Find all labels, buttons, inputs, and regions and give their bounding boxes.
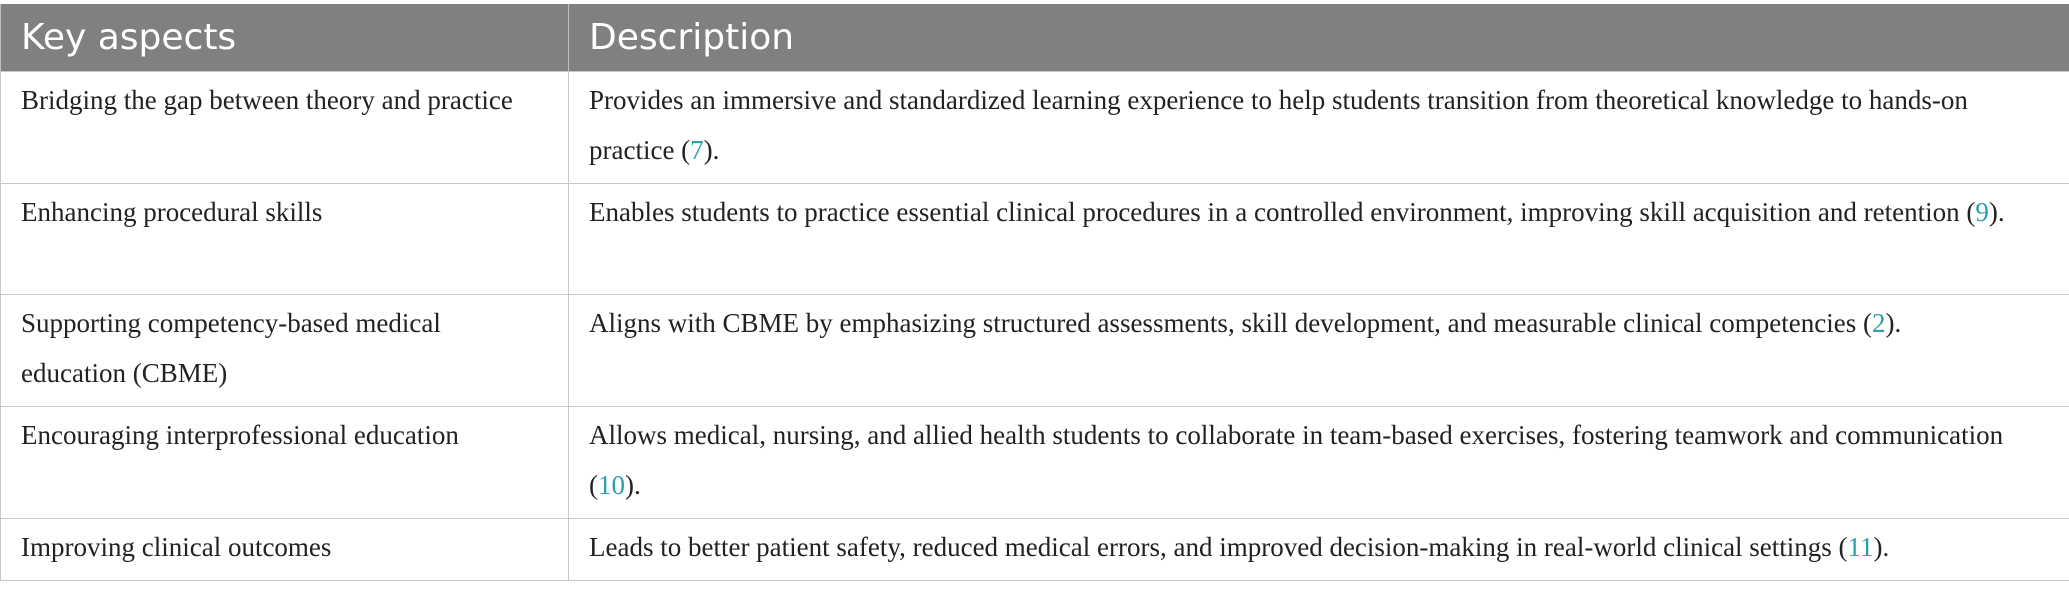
table-row — [1, 518, 2069, 580]
description-text: Leads to better patient safety, reduced medical errors, and improved decision-making in real-world clinical settings ( — [589, 531, 1848, 562]
key-aspects-table-container — [0, 4, 2069, 581]
description-cell — [569, 294, 2069, 406]
table-body — [1, 71, 2069, 580]
reference-link[interactable]: 7 — [690, 134, 704, 165]
description-suffix: ). — [1988, 196, 2005, 227]
aspect-cell: Improving clinical outcomes — [1, 518, 569, 580]
aspect-cell: Encouraging interprofessional education — [1, 406, 569, 518]
description-text: Provides an immersive and standardized learning experience to help students transition from theoretical knowledge to hands-on practice ( — [589, 84, 1968, 165]
reference-link[interactable]: 9 — [1975, 196, 1989, 227]
description-text: Aligns with CBME by emphasizing structured assessments, skill development, and measurable clinical competencies ( — [589, 307, 1872, 338]
reference-link[interactable]: 11 — [1847, 531, 1874, 562]
reference-link[interactable]: 10 — [598, 469, 625, 500]
table-row — [1, 183, 2069, 294]
aspect-cell: Bridging the gap between theory and practice — [1, 71, 569, 183]
table-row — [1, 71, 2069, 183]
description-text: Allows medical, nursing, and allied health students to collaborate in team-based exercises, fostering teamwork and communication ( — [589, 419, 2004, 500]
description-cell — [569, 71, 2069, 183]
reference-link[interactable]: 2 — [1871, 307, 1886, 338]
description-cell — [569, 406, 2069, 518]
description-cell — [569, 183, 2069, 294]
table-row — [1, 406, 2069, 518]
description-suffix: ). — [703, 134, 720, 165]
table-row — [1, 294, 2069, 406]
description-suffix: ). — [1885, 307, 1902, 338]
header-key-aspects: Key aspects — [1, 4, 569, 71]
aspect-cell: Enhancing procedural skills — [1, 183, 569, 294]
description-text: Enables students to practice essential clinical procedures in a controlled environment, improving skill acquisition and retention ( — [589, 196, 1976, 227]
description-suffix: ). — [625, 469, 641, 500]
aspect-cell: Supporting competency-based medical education (CBME) — [1, 294, 569, 406]
description-suffix: ). — [1873, 531, 1890, 562]
header-row — [1, 4, 2069, 71]
description-cell — [569, 518, 2069, 580]
table-header — [1, 4, 2069, 71]
header-description: Description — [569, 4, 2069, 71]
key-aspects-table — [0, 4, 2069, 581]
